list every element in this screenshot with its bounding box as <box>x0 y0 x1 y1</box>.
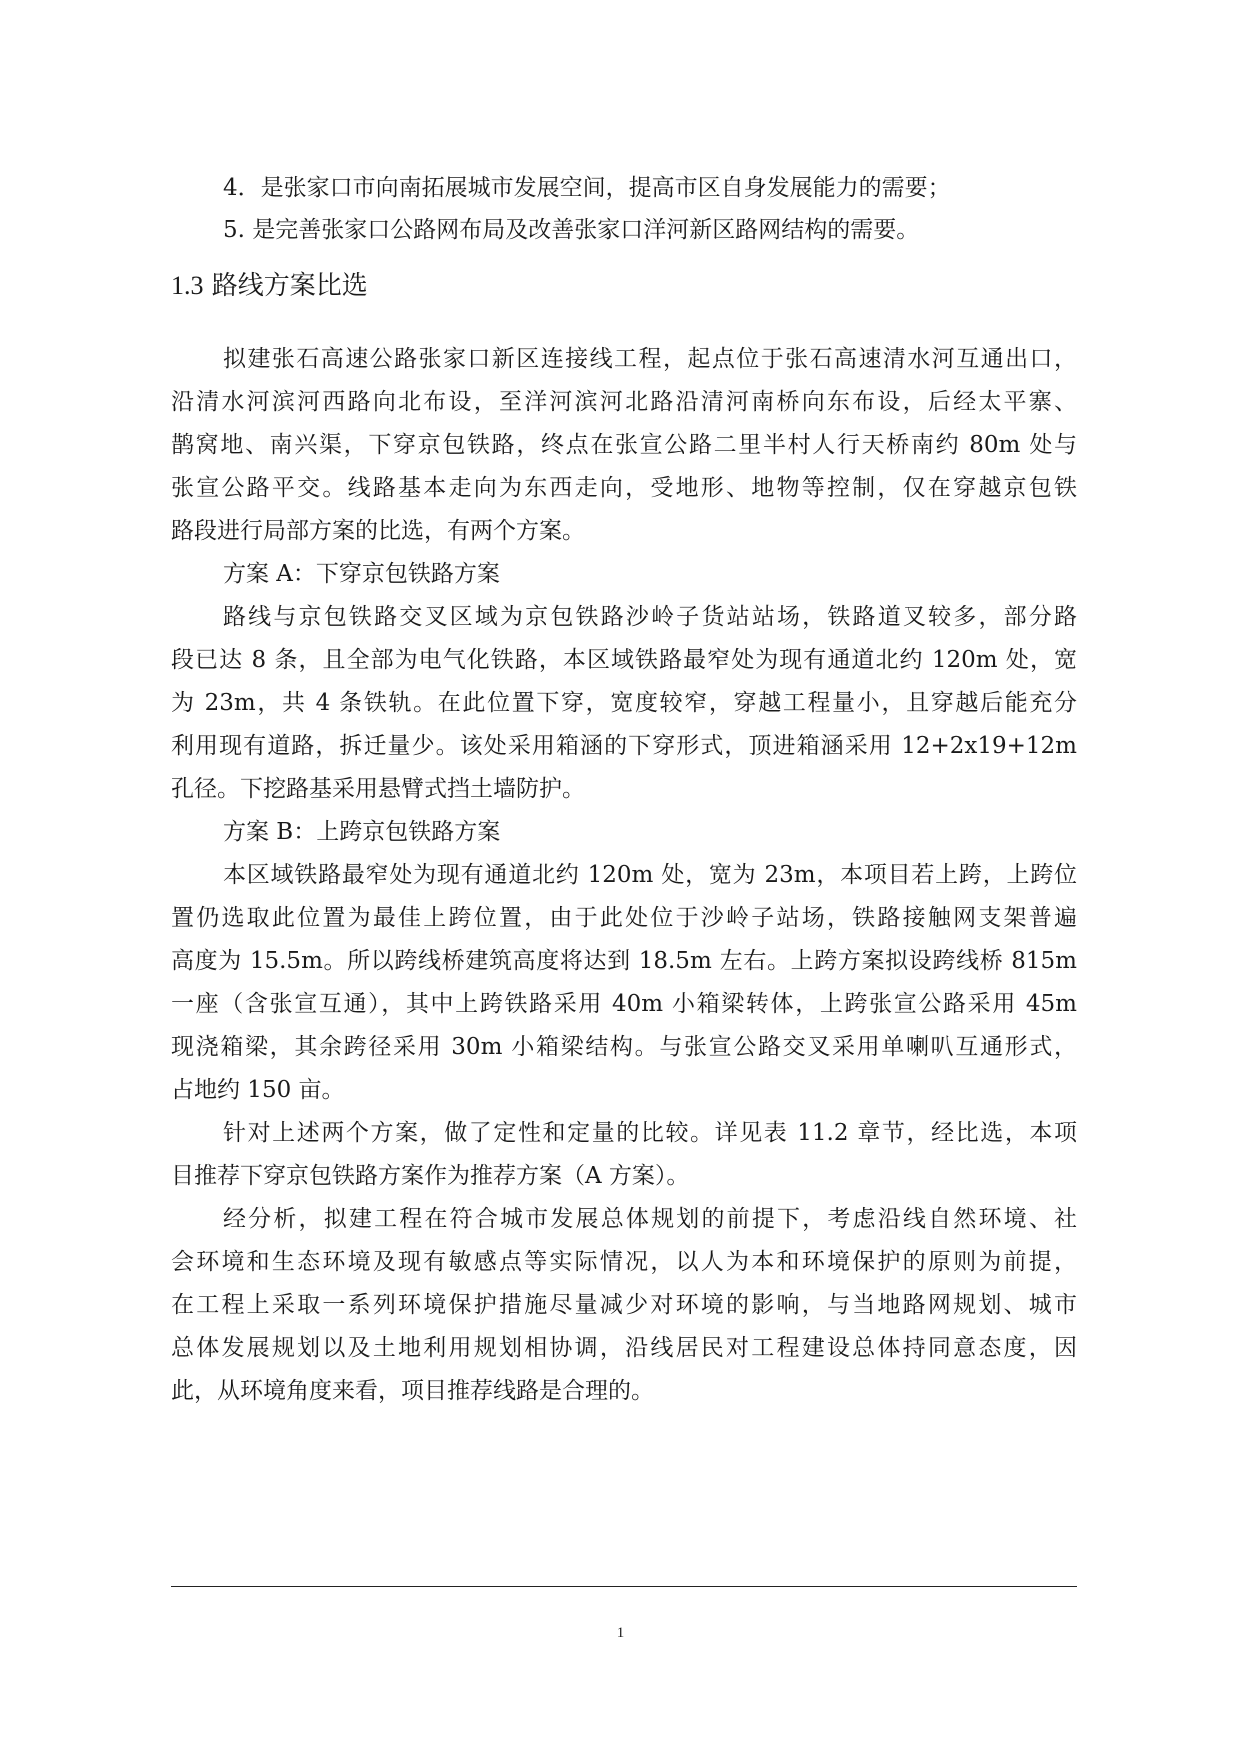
paragraph-line: 孔径。下挖路基采用悬臂式挡土墙防护。 <box>171 776 585 802</box>
paragraph-plan-a <box>171 596 1077 811</box>
paragraph-line: 路段进行局部方案的比选，有两个方案。 <box>171 518 585 544</box>
paragraph-line: 一座（含张宣互通），其中上跨铁路采用 40m 小箱梁转体，上跨张宣公路采用 45m <box>171 991 1077 1017</box>
paragraph-line: 段已达 8 条，且全部为电气化铁路，本区域铁路最窄处为现有通道北约 120m 处，宽 <box>171 647 1077 673</box>
paragraph-line: 在工程上采取一系列环境保护措施尽量减少对环境的影响，与当地路网规划、城市 <box>171 1292 1077 1318</box>
paragraph-analysis <box>171 1198 1077 1413</box>
paragraph-line: 目推荐下穿京包铁路方案作为推荐方案（A 方案）。 <box>171 1163 690 1189</box>
footer-divider <box>171 1586 1077 1587</box>
plan-b-title <box>171 811 1077 854</box>
paragraph-line: 沿清水河滨河西路向北布设，至洋河滨河北路沿清河南桥向东布设，后经太平寨、 <box>171 389 1077 415</box>
paragraph-line: 现浇箱梁，其余跨径采用 30m 小箱梁结构。与张宣公路交叉采用单喇叭互通形式， <box>171 1034 1077 1060</box>
paragraph-line: 利用现有道路，拆迁量少。该处采用箱涵的下穿形式，顶进箱涵采用 12+2x19+12m <box>171 733 1077 759</box>
paragraph-line: 针对上述两个方案，做了定性和定量的比较。详见表 11.2 章节，经比选，本项 <box>223 1120 1077 1146</box>
paragraph-line: 置仍选取此位置为最佳上跨位置，由于此处位于沙岭子站场，铁路接触网支架普遍 <box>171 905 1077 931</box>
paragraph-line: 此，从环境角度来看，项目推荐线路是合理的。 <box>171 1378 654 1404</box>
section-heading <box>171 268 1077 304</box>
paragraph-line: 为 23m，共 4 条铁轨。在此位置下穿，宽度较窄，穿越工程量小，且穿越后能充分 <box>171 690 1077 716</box>
paragraph-line: 张宣公路平交。线路基本走向为东西走向，受地形、地物等控制，仅在穿越京包铁 <box>171 475 1077 501</box>
list-item-4: 4．是张家口市向南拓展城市发展空间，提高市区自身发展能力的需要； <box>223 175 951 201</box>
section-title: 路线方案比选 <box>211 271 368 301</box>
plan-a-title-text: 方案 A：下穿京包铁路方案 <box>223 561 500 587</box>
plan-a-title <box>171 553 1077 596</box>
section-number: 1.3 <box>171 271 204 300</box>
paragraph-line: 占地约 150 亩。 <box>171 1077 345 1103</box>
page-content <box>171 172 1077 1413</box>
paragraph-line: 本区域铁路最窄处为现有通道北约 120m 处，宽为 23m，本项目若上跨，上跨位 <box>223 862 1077 888</box>
paragraph-plan-b <box>171 854 1077 1112</box>
paragraph-line: 路线与京包铁路交叉区域为京包铁路沙岭子货站站场，铁路道叉较多，部分路 <box>223 604 1077 630</box>
paragraph-line: 鹊窝地、南兴渠，下穿京包铁路，终点在张宣公路二里半村人行天桥南约 80m 处与 <box>171 432 1077 458</box>
list-item-5: 5. 是完善张家口公路网布局及改善张家口洋河新区路网结构的需要。 <box>223 217 920 243</box>
paragraph-line: 经分析，拟建工程在符合城市发展总体规划的前提下，考虑沿线自然环境、社 <box>223 1206 1077 1232</box>
paragraph-line: 会环境和生态环境及现有敏感点等实际情况，以人为本和环境保护的原则为前提， <box>171 1249 1077 1275</box>
paragraph-line: 高度为 15.5m。所以跨线桥建筑高度将达到 18.5m 左右。上跨方案拟设跨线桥 815m <box>171 948 1077 974</box>
paragraph-intro <box>171 338 1077 553</box>
paragraph-line: 拟建张石高速公路张家口新区连接线工程，起点位于张石高速清水河互通出口， <box>223 346 1077 372</box>
page-number: 1 <box>616 1625 625 1641</box>
plan-b-title-text: 方案 B：上跨京包铁路方案 <box>223 819 501 845</box>
paragraph-comparison <box>171 1112 1077 1198</box>
paragraph-line: 总体发展规划以及土地利用规划相协调，沿线居民对工程建设总体持同意态度，因 <box>171 1335 1077 1361</box>
